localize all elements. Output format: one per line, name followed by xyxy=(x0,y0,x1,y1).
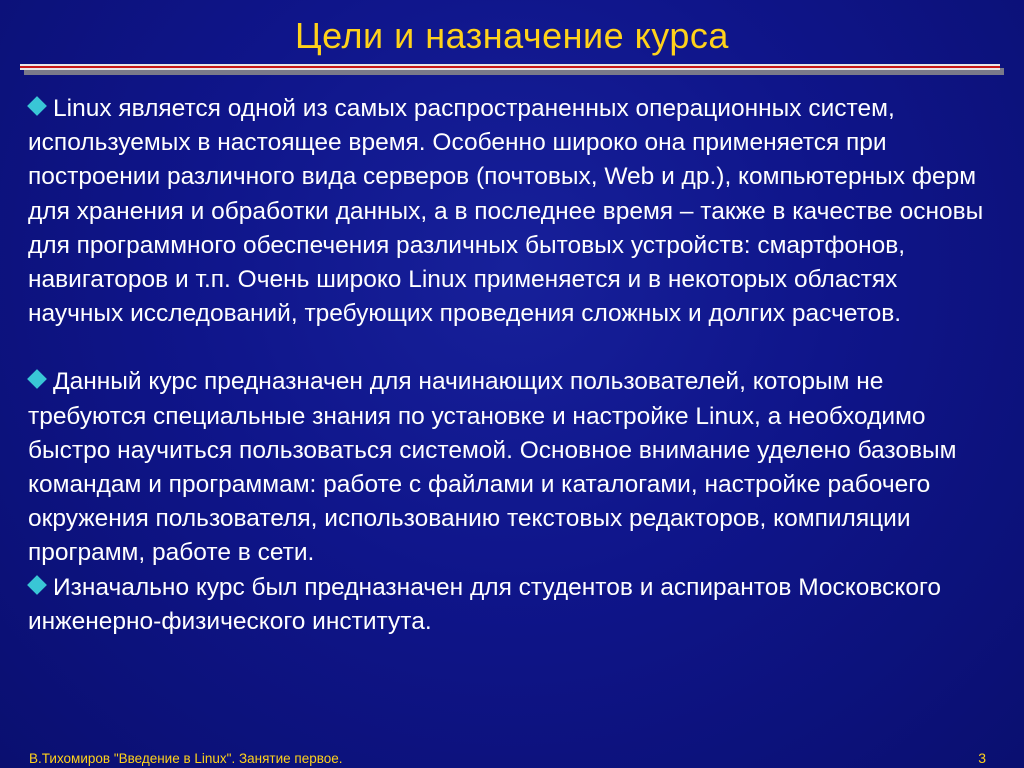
title-divider xyxy=(20,62,1004,76)
bullet-paragraph-3-text: Изначально курс был предназначен для студентов и аспирантов Московского инженерно-физического института. xyxy=(28,573,942,635)
bullet-paragraph-1-text: Linux является одной из самых распространенных операционных систем, используемых в настоящее время. Особенно широко она применяется при построении различного вида серверов (почтовых, Web и др.), компьютерных ферм для хранения и обработки данных, а в последнее время – также в качестве основы для программного обеспечения различных бытовых устройств: смартфонов, навигаторов и т.п. Очень широко Linux применяется и в некоторых областях научных исследований, требующих проведения сложных и долгих расчетов. xyxy=(28,95,984,328)
bullet-paragraph-2-text: Данный курс предназначен для начинающих пользователей, которым не требуются специальные знания по установке и настройке Linux, а необходимо быстро научиться пользоваться системой. Основное внимание уделено базовым командам и программам: работе с файлами и каталогами, настройке рабочего окружения пользователя, использованию текстовых редакторов, компиляции программ, работе в сети. xyxy=(28,368,957,567)
slide-title: Цели и назначение курса xyxy=(295,15,729,56)
diamond-bullet-icon xyxy=(27,575,47,595)
footer-caption: В.Тихомиров "Введение в Linux". Занятие первое. xyxy=(29,751,343,766)
bullet-paragraph-2 xyxy=(28,365,998,570)
diamond-bullet-icon xyxy=(27,96,47,116)
slide-body xyxy=(28,92,998,639)
bullet-paragraph-1 xyxy=(28,92,998,331)
bullet-paragraph-3 xyxy=(28,571,998,639)
diamond-bullet-icon xyxy=(27,370,47,390)
title-divider-line xyxy=(20,64,1000,70)
page-number: 3 xyxy=(978,750,986,766)
